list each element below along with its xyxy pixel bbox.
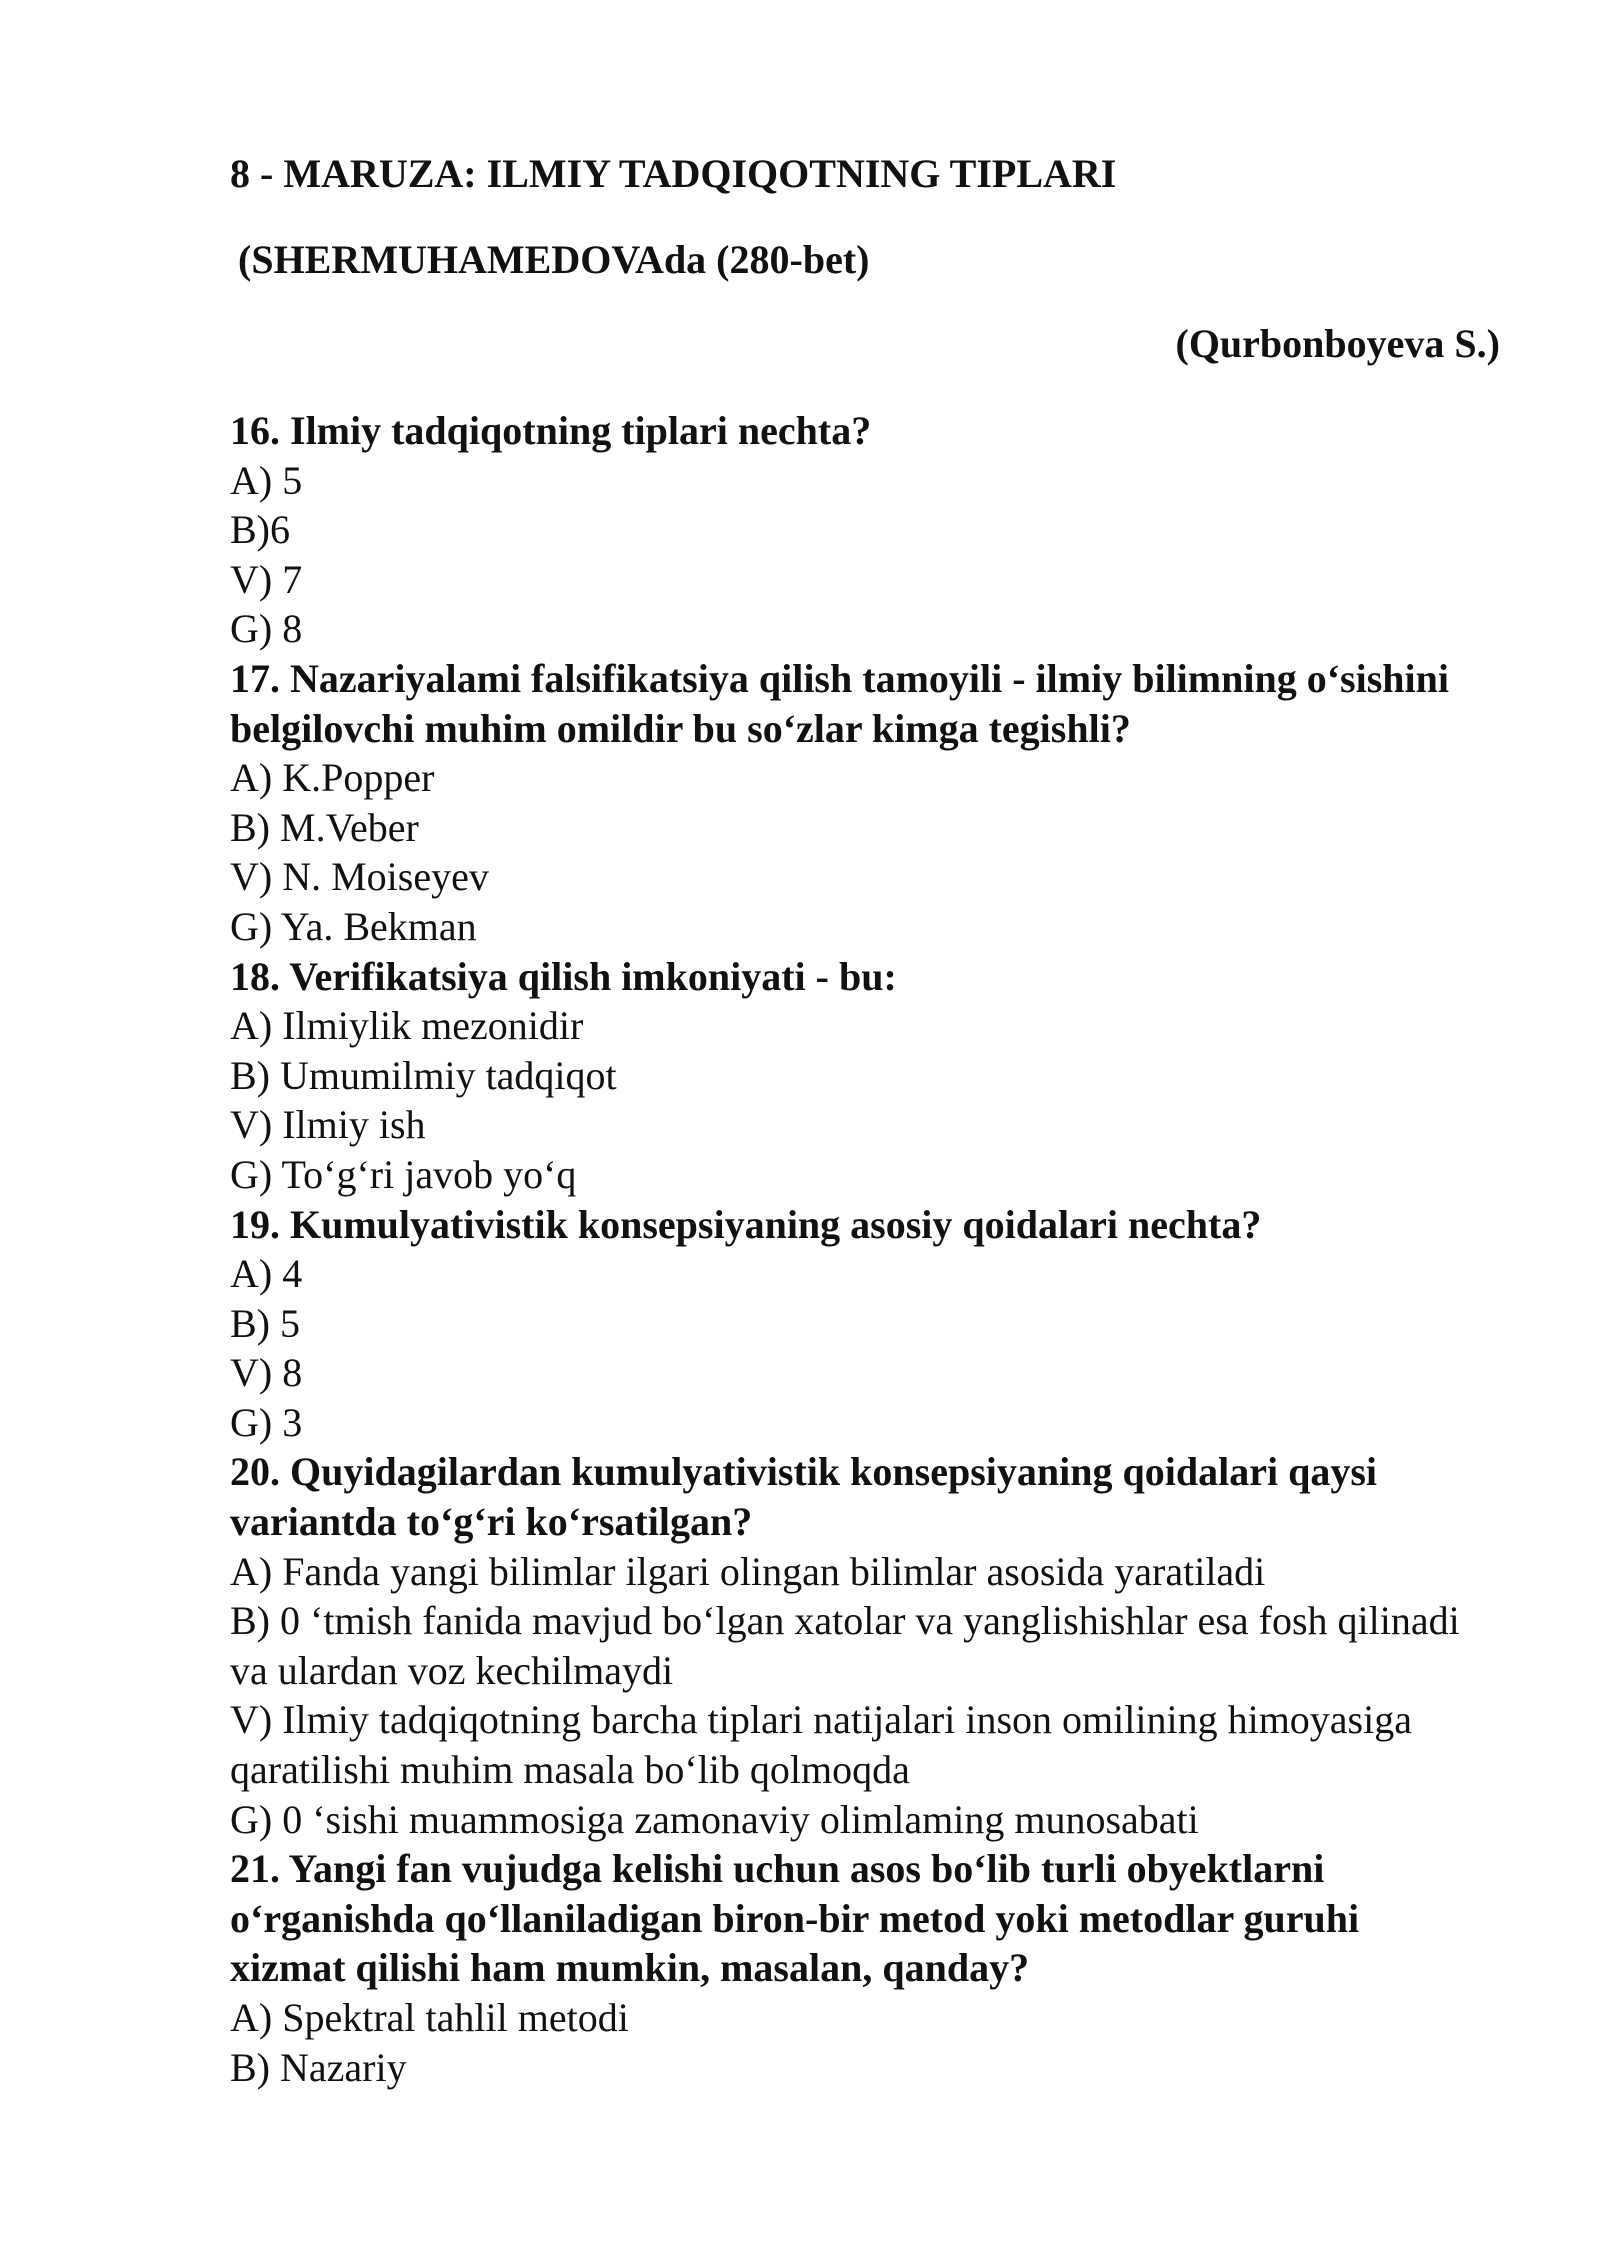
answer-option: B) 0 ‘tmish fanida mavjud bo‘lgan xatolar va yanglishishlar esa fosh qilinadi va ulardan voz kechilmaydi (230, 1598, 1460, 1693)
author-name: (Qurbonboyeva S.) (1175, 321, 1500, 366)
answer-option: G) To‘g‘ri javob yo‘q (230, 1151, 577, 1197)
answer-option: A) Ilmiylik mezonidir (230, 1003, 584, 1049)
answer-option: B) M.Veber (230, 804, 419, 850)
question-block (230, 1200, 1470, 1448)
question-block (230, 406, 1470, 654)
source-reference: (SHERMUHAMEDOVAda (280-bet) (238, 237, 870, 282)
question-text: 17. Nazariyalami falsifikatsiya qilish tamoyili - ilmiy bilimning o‘sishini belgilovchi muhim omildir bu so‘zlar kimga tegishli? (230, 655, 1450, 751)
answer-option: A) 4 (230, 1251, 303, 1297)
answer-option: B) Nazariy (230, 2044, 407, 2090)
answer-option: V) Ilmiy tadqiqotning barcha tiplari natijalari inson omilining himoyasiga qaratilishi muhim masala bo‘lib qolmoqda (230, 1697, 1412, 1793)
question-text: 21. Yangi fan vujudga kelishi uchun asos bo‘lib turli obyektlarni o‘rganishda qo‘llaniladigan biron-bir metod yoki metodlar guruhi xizmat qilishi ham mumkin, masalan, qanday? (230, 1846, 1360, 1991)
answer-option: A) Fanda yangi bilimlar ilgari olingan bilimlar asosida yaratiladi (230, 1548, 1266, 1594)
answer-option: A) Spektral tahlil metodi (230, 1995, 629, 2040)
answer-option: V) Ilmiy ish (230, 1102, 426, 1148)
question-block (230, 1447, 1470, 1844)
question-text: 20. Quyidagilardan kumulyativistik konsepsiyaning qoidalari qaysi variantda to‘g‘ri ko‘rsatilgan? (230, 1449, 1378, 1545)
lecture-title: 8 - MARUZA: ILMIY TADQIQOTNING TIPLARI (230, 151, 1117, 196)
answer-option: G) 3 (230, 1399, 303, 1445)
answer-option: G) 8 (230, 606, 303, 652)
question-text: 19. Kumulyativistik konsepsiyaning asosiy qoidalari nechta? (230, 1201, 1262, 1247)
question-block (230, 1844, 1470, 2092)
question-list (230, 406, 1470, 2092)
answer-option: G) 0 ‘sishi muammosiga zamonaviy olimlaming munosabati (230, 1796, 1199, 1842)
answer-option: A) 5 (230, 457, 303, 503)
question-text: 16. Ilmiy tadqiqotning tiplari nechta? (230, 408, 872, 453)
answer-option: V) 7 (230, 556, 303, 602)
question-block (230, 654, 1470, 952)
answer-option: G) Ya. Bekman (230, 903, 477, 949)
answer-option: V) N. Moiseyev (230, 854, 489, 900)
answer-option: B)6 (230, 507, 290, 553)
answer-option: B) Umumilmiy tadqiqot (230, 1052, 617, 1098)
question-block (230, 952, 1470, 1200)
answer-option: B) 5 (230, 1300, 300, 1346)
answer-option: V) 8 (230, 1350, 303, 1396)
answer-option: A) K.Popper (230, 755, 435, 801)
question-text: 18. Verifikatsiya qilish imkoniyati - bu: (230, 953, 897, 999)
